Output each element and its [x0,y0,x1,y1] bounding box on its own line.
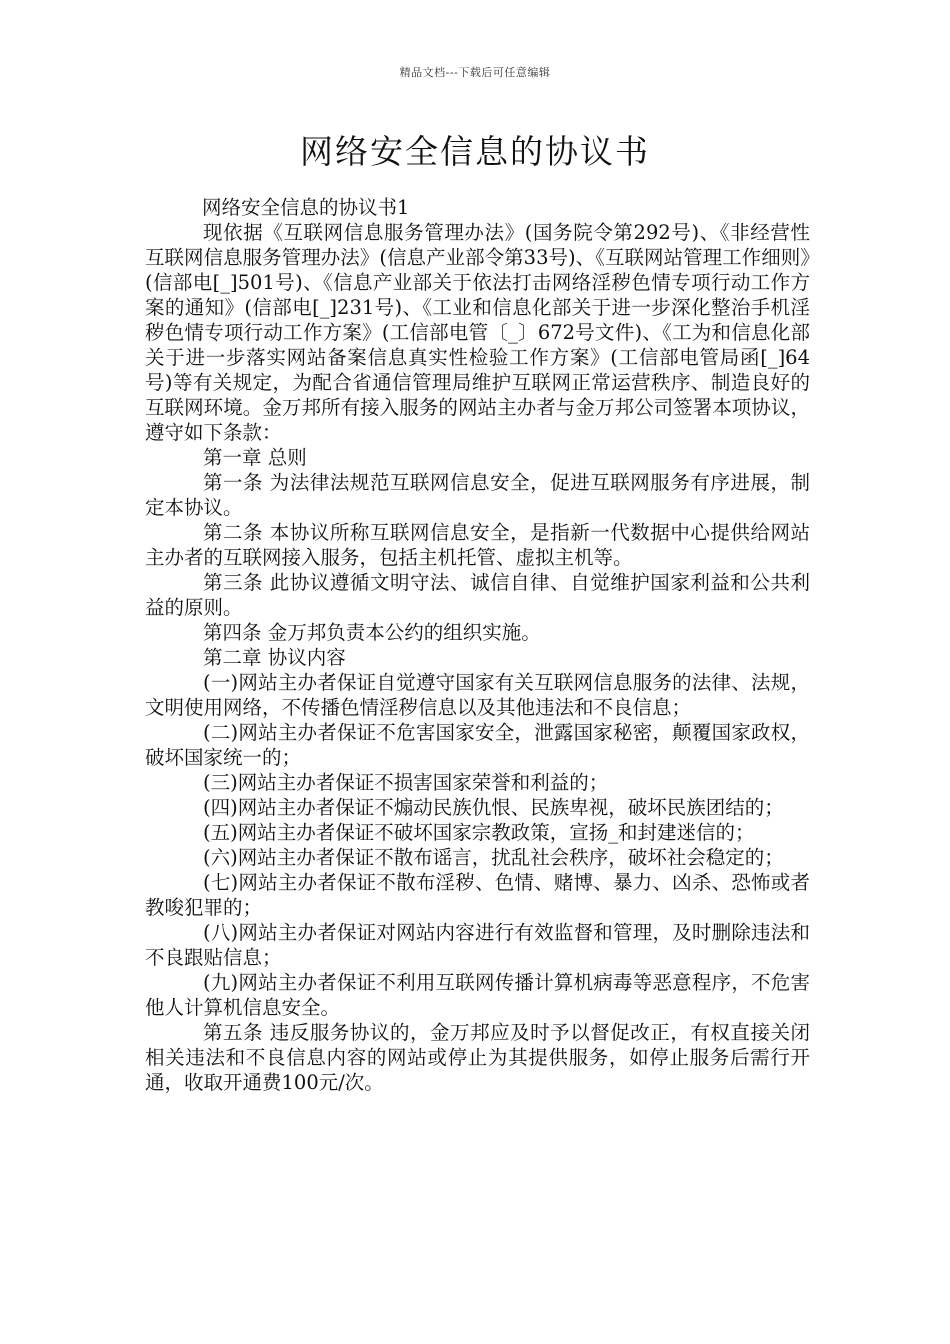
article-paragraph: 第四条 金万邦负责本公约的组织实施。 [203,621,541,644]
clause-paragraph: (三)网站主办者保证不损害国家荣誉和利益的； [203,771,609,794]
clause-paragraph: (四)网站主办者保证不煽动民族仇恨、民族卑视，破坏民族团结的； [203,796,784,819]
document-subtitle: 网络安全信息的协议书1 [202,196,410,219]
document-body [145,195,810,1095]
article-paragraph: 第一条 为法律法规范互联网信息安全，促进互联网服务有序进展，制定本协议。 [145,471,810,519]
chapter-heading: 第二章 协议内容 [203,646,346,669]
clause-paragraph: (二)网站主办者保证不危害国家安全，泄露国家秘密，颠覆国家政权，破坏国家统一的； [145,721,810,769]
clause-paragraph: (七)网站主办者保证不散布淫秽、色情、赌博、暴力、凶杀、恐怖或者教唆犯罪的； [145,871,810,919]
article-paragraph: 第三条 此协议遵循文明守法、诚信自律、自觉维护国家利益和公共利益的原则。 [145,571,810,619]
clause-paragraph: (一)网站主办者保证自觉遵守国家有关互联网信息服务的法律、法规，文明使用网络，不传播色情淫秽信息以及其他违法和不良信息； [145,671,810,719]
article-paragraph: 第二条 本协议所称互联网信息安全，是指新一代数据中心提供给网站主办者的互联网接入服务，包括主机托管、虚拟主机等。 [145,521,810,569]
header-note: 精品文档---下载后可任意编辑 [399,66,551,79]
clause-paragraph: (八)网站主办者保证对网站内容进行有效监督和管理，及时删除违法和不良跟贴信息； [145,921,810,969]
clause-paragraph: (六)网站主办者保证不散布谣言，扰乱社会秩序，破坏社会稳定的； [203,846,784,869]
chapter-heading: 第一章 总则 [203,446,307,469]
document-title: 网络安全信息的协议书 [300,132,650,171]
clause-paragraph: (九)网站主办者保证不利用互联网传播计算机病毒等恶意程序，不危害他人计算机信息安全。 [145,971,810,1019]
preamble-paragraph: 现依据《互联网信息服务管理办法》(国务院令第292号)、《非经营性互联网信息服务管理办法》(信息产业部令第33号)、《互联网站管理工作细则》(信部电[_]501号)、《信息产业部关于依法打击网络淫秽色情专项行动工作方案的通知》(信部电[_]231号)、《工业和信息化部关于进一步深化整治手机淫秽色情专项行动工作方案》(工信部电管〔_〕672号文件)、《工为和信息化部关于进一步落实网站备案信息真实性检验工作方案》(工信部电管局函[_]64号)等有关规定，为配合省通信管理局维护互联网正常运营秩序、制造良好的互联网环境。金万邦所有接入服务的网站主办者与金万邦公司签署本项协议，遵守如下条款： [145,221,810,444]
article-paragraph: 第五条 违反服务协议的，金万邦应及时予以督促改正，有权直接关闭相关违法和不良信息内容的网站或停止为其提供服务，如停止服务后需行开通，收取开通费100元/次。 [145,1021,810,1094]
clause-paragraph: (五)网站主办者保证不破坏国家宗教政策，宣扬_和封建迷信的； [203,821,755,844]
